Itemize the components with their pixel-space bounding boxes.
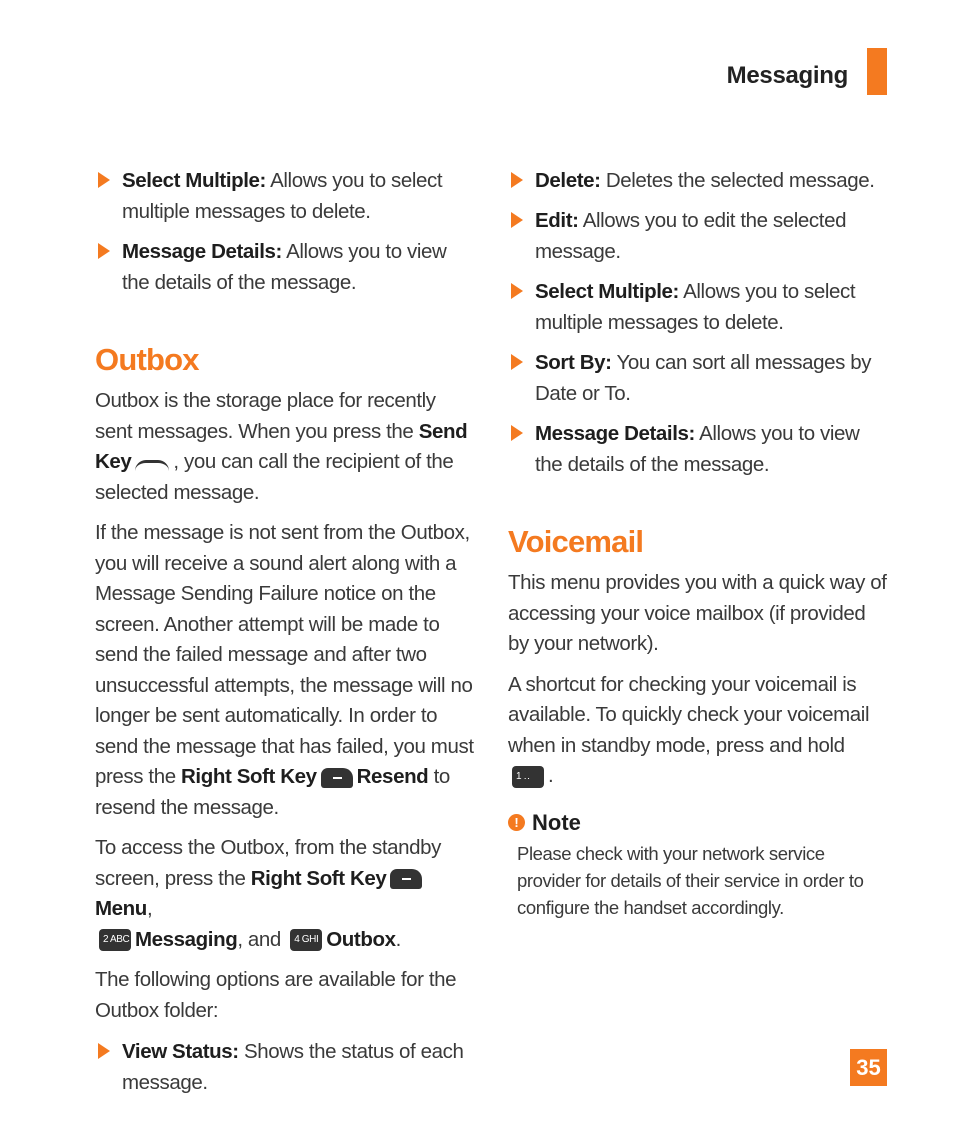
bullet-arrow-icon xyxy=(98,243,110,259)
right-soft-key-label: Right Soft Key xyxy=(181,765,317,788)
bullet-term: Sort By: xyxy=(535,351,612,374)
resend-label: Resend xyxy=(356,765,429,788)
bullet-text: Shows the status of each message. xyxy=(122,1040,464,1094)
voicemail-heading: Voicemail xyxy=(508,524,644,559)
bullet-text: Allows you to edit the selected message. xyxy=(535,209,847,263)
bullet-term: Edit: xyxy=(535,209,579,232)
bullet-arrow-icon xyxy=(511,212,523,228)
bullet-select-multiple-right xyxy=(508,276,888,338)
bullet-text: Allows you to view the details of the message. xyxy=(122,240,447,294)
bullet-term: Select Multiple: xyxy=(122,169,266,192)
send-key-icon xyxy=(135,457,169,469)
messaging-label: Messaging xyxy=(135,927,238,951)
outbox-paragraph-3 xyxy=(95,833,475,955)
note-body: Please check with your network service provider for details of their service in order to configure the handset accordingly. xyxy=(517,842,864,918)
key-1-icon: 1 ‥ xyxy=(512,766,544,788)
outbox-paragraph-1 xyxy=(95,386,475,508)
text: , xyxy=(146,897,153,920)
bullet-text: You can sort all messages by Date or To. xyxy=(535,351,872,405)
right-column xyxy=(508,165,888,921)
voicemail-paragraph-1: This menu provides you with a quick way of accessing your voice mailbox (if provided by your network). xyxy=(508,571,887,655)
voicemail-paragraph-2 xyxy=(508,670,888,792)
bullet-term: View Status: xyxy=(122,1040,239,1063)
text: , you can call the recipient of the selected message. xyxy=(95,450,454,504)
bullet-delete xyxy=(508,165,888,196)
key-4-icon: 4 GHI xyxy=(290,929,322,951)
bullet-text: Deletes the selected message. xyxy=(600,169,875,192)
key-2-icon: 2 ABC xyxy=(99,929,131,951)
text: A shortcut for checking your voicemail is available. To quickly check your voicemail when in standby mode, press and hold xyxy=(508,672,870,757)
page-number: 35 xyxy=(850,1049,887,1086)
header-title: Messaging xyxy=(726,62,848,89)
send-key-label: Send Key xyxy=(95,419,468,473)
bullet-select-multiple-left xyxy=(95,165,475,227)
right-soft-key-icon xyxy=(390,869,422,889)
bullet-arrow-icon xyxy=(511,172,523,188)
bullet-term: Message Details: xyxy=(535,422,695,445)
right-soft-key-icon xyxy=(321,768,353,788)
menu-label: Menu xyxy=(95,897,147,920)
outbox-paragraph-2 xyxy=(95,518,475,823)
bullet-view-status xyxy=(95,1036,475,1098)
note-title: Note xyxy=(532,809,581,835)
outbox-heading: Outbox xyxy=(95,342,199,377)
bullet-message-details-left xyxy=(95,236,475,298)
bullet-arrow-icon xyxy=(511,425,523,441)
text: Outbox is the storage place for recently sent messages. When you press the xyxy=(95,389,436,443)
note-heading xyxy=(508,810,888,836)
bullet-term: Select Multiple: xyxy=(535,280,679,303)
bullet-edit xyxy=(508,205,888,267)
bullet-arrow-icon xyxy=(98,1043,110,1059)
alert-icon: ! xyxy=(508,814,525,831)
text: . xyxy=(395,927,401,951)
text: To access the Outbox, from the standby screen, press the xyxy=(95,836,442,890)
text: . xyxy=(548,764,554,787)
text: to resend the message. xyxy=(95,765,450,819)
bullet-text: Allows you to select multiple messages to delete. xyxy=(122,169,443,223)
text: If the message is not sent from the Outbox, you will receive a sound alert along with a Message Sending Failure notice on the screen. Another attempt will be made to send the failed message and after two unsuccessful attempts, the message will no longer be sent automatically. In order to send the message that has failed, you must press the xyxy=(95,521,474,788)
bullet-sort-by xyxy=(508,347,888,409)
bullet-message-details-right xyxy=(508,418,888,480)
right-soft-key-label: Right Soft Key xyxy=(250,866,387,890)
outbox-paragraph-4: The following options are available for the Outbox folder: xyxy=(95,968,457,1022)
bullet-arrow-icon xyxy=(98,172,110,188)
bullet-text: Allows you to select multiple messages to delete. xyxy=(535,280,856,334)
bullet-term: Delete: xyxy=(535,169,601,192)
left-column xyxy=(95,165,475,1107)
outbox-label: Outbox xyxy=(326,927,396,951)
text: , and xyxy=(237,927,287,951)
bullet-term: Message Details: xyxy=(122,240,282,263)
header-accent-bar xyxy=(867,48,887,95)
bullet-arrow-icon xyxy=(511,283,523,299)
bullet-arrow-icon xyxy=(511,354,523,370)
bullet-text: Allows you to view the details of the message. xyxy=(535,422,860,476)
